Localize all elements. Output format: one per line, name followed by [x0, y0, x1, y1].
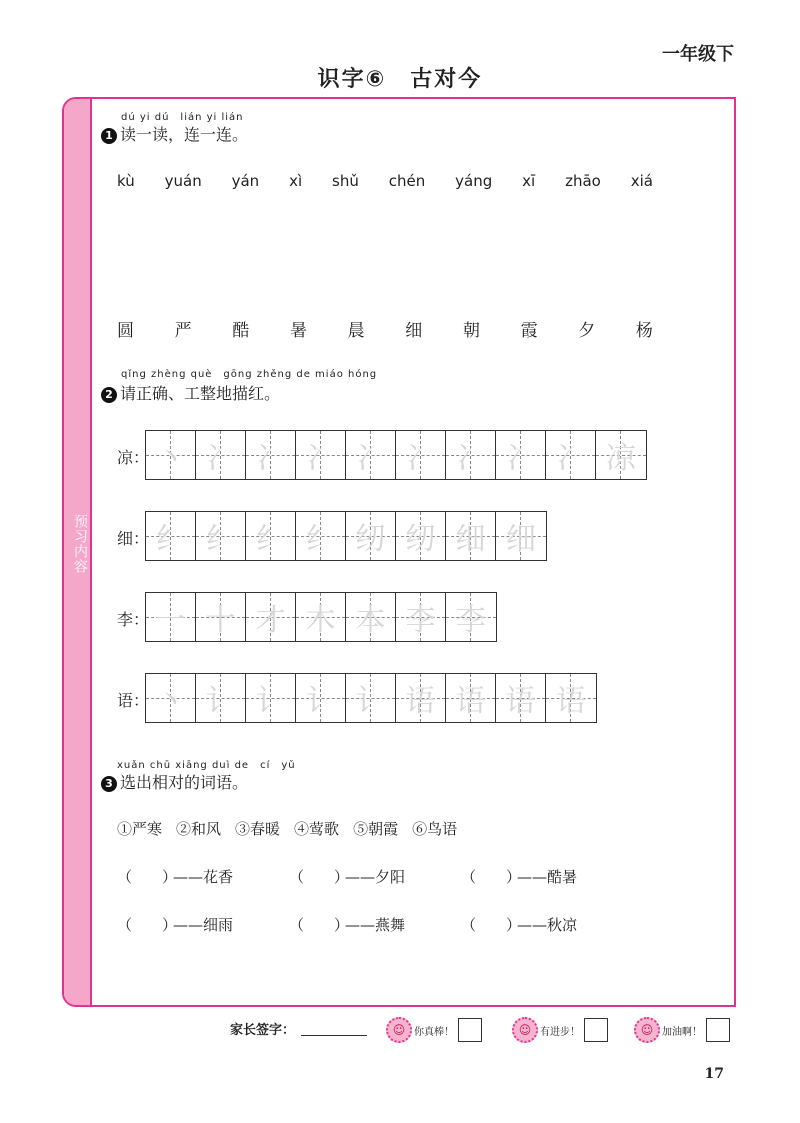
tracing-cell[interactable] [146, 593, 196, 641]
pinyin-item[interactable]: yuán [164, 172, 202, 190]
badge-cheer [634, 1017, 730, 1043]
tracing-cell[interactable] [446, 431, 496, 479]
tracing-cell[interactable] [346, 593, 396, 641]
tracing-cell[interactable] [346, 431, 396, 479]
tracing-cell[interactable] [496, 674, 546, 722]
tracing-cell[interactable] [146, 512, 196, 560]
stroke-glyph: 纟 [155, 522, 186, 557]
tracing-cell[interactable] [246, 674, 296, 722]
match-word: 细雨 [203, 916, 234, 934]
match-pair [117, 866, 289, 887]
word-option: ①严寒 [117, 820, 163, 838]
badge-cheer-label: 加油啊！ [662, 1026, 702, 1038]
paren-open: （ [289, 868, 305, 886]
stroke-glyph: 冫 [205, 441, 236, 476]
stroke-glyph: 语 [405, 684, 436, 719]
tracing-cell[interactable] [346, 674, 396, 722]
section2-heading [101, 381, 280, 404]
page-number: 17 [704, 1066, 724, 1082]
parent-sign-label: 家长签字： [230, 1023, 296, 1038]
section3-pinyin: xuǎn chū xiāng duì de cí yǔ [117, 760, 296, 771]
match-word: 燕舞 [375, 916, 406, 934]
word-option: ②和风 [176, 820, 222, 838]
stroke-glyph: 语 [556, 684, 586, 719]
paren-close: ） [506, 868, 522, 886]
answer-blank[interactable] [461, 866, 522, 887]
tracing-grid [145, 673, 597, 723]
stroke-glyph: 纫 [405, 522, 436, 557]
pinyin-item[interactable]: zhāo [565, 172, 601, 190]
paren-close: ） [162, 916, 178, 934]
sidebar-tab [64, 99, 92, 1005]
section2-instruction: 请正确、工整地描红。 [120, 384, 281, 403]
dash: —— [517, 868, 547, 886]
match-pair [461, 866, 633, 887]
tracing-cell[interactable] [296, 674, 346, 722]
stroke-glyph: 冫 [455, 441, 486, 476]
hanzi-item[interactable]: 圆 [117, 321, 134, 341]
pinyin-item[interactable]: xì [289, 172, 303, 190]
tracing-cell[interactable] [596, 431, 646, 479]
parent-signature [230, 1019, 367, 1038]
tracing-grid [145, 511, 547, 561]
pair-row-2 [117, 914, 633, 935]
hanzi-item[interactable]: 夕 [578, 321, 596, 341]
paren-open: （ [117, 868, 133, 886]
section2-number: 2 [101, 387, 117, 403]
pinyin-item[interactable]: yáng [455, 172, 493, 190]
hanzi-item[interactable]: 酷 [232, 321, 250, 341]
stroke-glyph: 纟 [305, 522, 336, 557]
stroke-glyph: 冫 [505, 441, 536, 476]
match-pair [289, 866, 461, 887]
tracing-cell[interactable] [246, 593, 296, 641]
trace-label: 凉： [117, 448, 150, 467]
stroke-glyph: 李 [405, 603, 436, 638]
match-word: 秋凉 [547, 916, 578, 934]
tracing-cell[interactable] [396, 674, 446, 722]
stroke-glyph: 凉 [606, 441, 636, 476]
tracing-cell[interactable] [296, 431, 346, 479]
match-pair [461, 914, 633, 935]
tracing-cell[interactable] [196, 512, 246, 560]
section3-instruction: 选出相对的词语。 [120, 773, 249, 792]
tracing-cell[interactable] [446, 512, 496, 560]
trace-label: 细： [117, 529, 150, 548]
tracing-cell[interactable] [496, 431, 546, 479]
pair-row-1 [117, 866, 633, 887]
tracing-cell[interactable] [146, 674, 196, 722]
paren-close: ） [162, 868, 178, 886]
paren-close: ） [334, 916, 350, 934]
stroke-glyph: 冫 [355, 441, 386, 476]
word-option: ⑥鸟语 [412, 820, 458, 838]
stroke-glyph: 本 [355, 603, 386, 638]
dash: —— [345, 916, 375, 934]
stroke-glyph: 李 [456, 603, 486, 638]
dash: —— [517, 916, 547, 934]
paren-close: ） [334, 868, 350, 886]
hanzi-item[interactable]: 暑 [289, 321, 307, 341]
paren-open: （ [461, 916, 477, 934]
grade-label: 一年级下 [662, 44, 734, 65]
page-title: 识字⑥ 古对今 [317, 67, 483, 92]
badge-great [386, 1017, 482, 1043]
stroke-glyph: 纫 [355, 522, 386, 557]
tracing-cell[interactable] [446, 593, 496, 641]
hanzi-item[interactable]: 杨 [635, 321, 653, 341]
badge-progress-checkbox[interactable] [584, 1018, 608, 1042]
trace-label: 李： [117, 610, 150, 629]
word-options [117, 818, 471, 839]
tracing-cell[interactable] [446, 674, 496, 722]
tracing-cell[interactable] [146, 431, 196, 479]
answer-blank[interactable] [117, 866, 178, 887]
stroke-glyph: 十 [205, 603, 236, 638]
stroke-glyph: 冫 [555, 441, 586, 476]
tracing-cell[interactable] [396, 593, 446, 641]
pinyin-row [117, 172, 653, 190]
tracing-cell[interactable] [546, 431, 596, 479]
stroke-glyph: 语 [505, 684, 536, 719]
stroke-glyph: 一 [155, 603, 186, 638]
tracing-cell[interactable] [296, 512, 346, 560]
word-option: ③春暖 [235, 820, 281, 838]
stroke-glyph: 讠 [205, 684, 236, 719]
tracing-cell[interactable] [546, 674, 596, 722]
stroke-glyph: 冫 [405, 441, 436, 476]
match-pair [289, 914, 461, 935]
stroke-glyph: 语 [455, 684, 486, 719]
match-word: 夕阳 [375, 868, 406, 886]
section1-heading [101, 122, 248, 145]
stroke-glyph: 纟 [255, 522, 286, 557]
pinyin-item[interactable]: xī [522, 172, 536, 190]
section3-number: 3 [101, 776, 117, 792]
badge-progress-label: 有进步！ [540, 1026, 580, 1038]
stroke-glyph: 才 [255, 603, 286, 638]
tracing-cell[interactable] [246, 431, 296, 479]
badge-progress [512, 1017, 608, 1043]
tracing-cell[interactable] [346, 512, 396, 560]
hanzi-item[interactable]: 霞 [520, 321, 538, 341]
pinyin-item[interactable]: shǔ [332, 172, 359, 190]
tracing-cell[interactable] [196, 593, 246, 641]
stroke-glyph: 纟 [205, 522, 236, 557]
tracing-cell[interactable] [196, 674, 246, 722]
stroke-glyph: 冫 [305, 441, 336, 476]
paren-close: ） [506, 916, 522, 934]
tracing-cell[interactable] [246, 512, 296, 560]
hanzi-row [117, 316, 653, 341]
tracing-cell[interactable] [496, 512, 546, 560]
stroke-glyph: 讠 [355, 684, 386, 719]
stroke-glyph: 讠 [305, 684, 336, 719]
word-option: ⑤朝霞 [353, 820, 399, 838]
section2-pinyin: qǐng zhèng què gōng zhěng de miáo hóng [121, 369, 378, 380]
stroke-glyph: 木 [305, 603, 336, 638]
trace-label: 语： [117, 691, 150, 710]
answer-blank[interactable] [461, 914, 522, 935]
sidebar-label: 预习内容 [72, 514, 88, 574]
tracing-grid [145, 430, 647, 480]
match-pair [117, 914, 289, 935]
badge-great-checkbox[interactable] [458, 1018, 482, 1042]
match-word: 酷暑 [547, 868, 578, 886]
stroke-glyph: 细 [506, 522, 536, 557]
smiley-sun-icon: ☺ [634, 1017, 660, 1043]
dash: —— [173, 868, 203, 886]
smiley-sun-icon: ☺ [512, 1017, 538, 1043]
smiley-sun-icon: ☺ [386, 1017, 412, 1043]
hanzi-item[interactable]: 朝 [462, 321, 480, 341]
stroke-glyph: 细 [455, 522, 486, 557]
stroke-glyph: 丶 [155, 441, 186, 476]
answer-blank[interactable] [289, 866, 350, 887]
answer-blank[interactable] [289, 914, 350, 935]
hanzi-item[interactable]: 细 [405, 321, 423, 341]
signature-line[interactable] [301, 1022, 367, 1036]
tracing-grid [145, 592, 497, 642]
badge-cheer-checkbox[interactable] [706, 1018, 730, 1042]
word-option: ④莺歌 [294, 820, 340, 838]
pinyin-item[interactable]: chén [388, 172, 426, 190]
tracing-cell[interactable] [396, 512, 446, 560]
tracing-cell[interactable] [296, 593, 346, 641]
pinyin-item[interactable]: kù [117, 172, 135, 190]
dash: —— [345, 868, 375, 886]
stroke-glyph: 冫 [255, 441, 286, 476]
dash: —— [173, 916, 203, 934]
paren-open: （ [117, 916, 133, 934]
match-word: 花香 [203, 868, 234, 886]
stroke-glyph: 丶 [155, 684, 186, 719]
stroke-glyph: 讠 [255, 684, 286, 719]
section1-number: 1 [101, 128, 117, 144]
tracing-cell[interactable] [396, 431, 446, 479]
tracing-cell[interactable] [196, 431, 246, 479]
section3-heading [101, 770, 248, 793]
paren-open: （ [461, 868, 477, 886]
pinyin-item[interactable]: yán [231, 172, 260, 190]
hanzi-item[interactable]: 晨 [347, 321, 365, 341]
paren-open: （ [289, 916, 305, 934]
section1-pinyin: dú yi dú lián yi lián [121, 112, 244, 123]
answer-blank[interactable] [117, 914, 178, 935]
section1-instruction: 读一读，连一连。 [120, 125, 249, 144]
badge-great-label: 你真棒！ [414, 1026, 454, 1038]
hanzi-item[interactable]: 严 [174, 321, 192, 341]
pinyin-item[interactable]: xiá [630, 172, 653, 190]
